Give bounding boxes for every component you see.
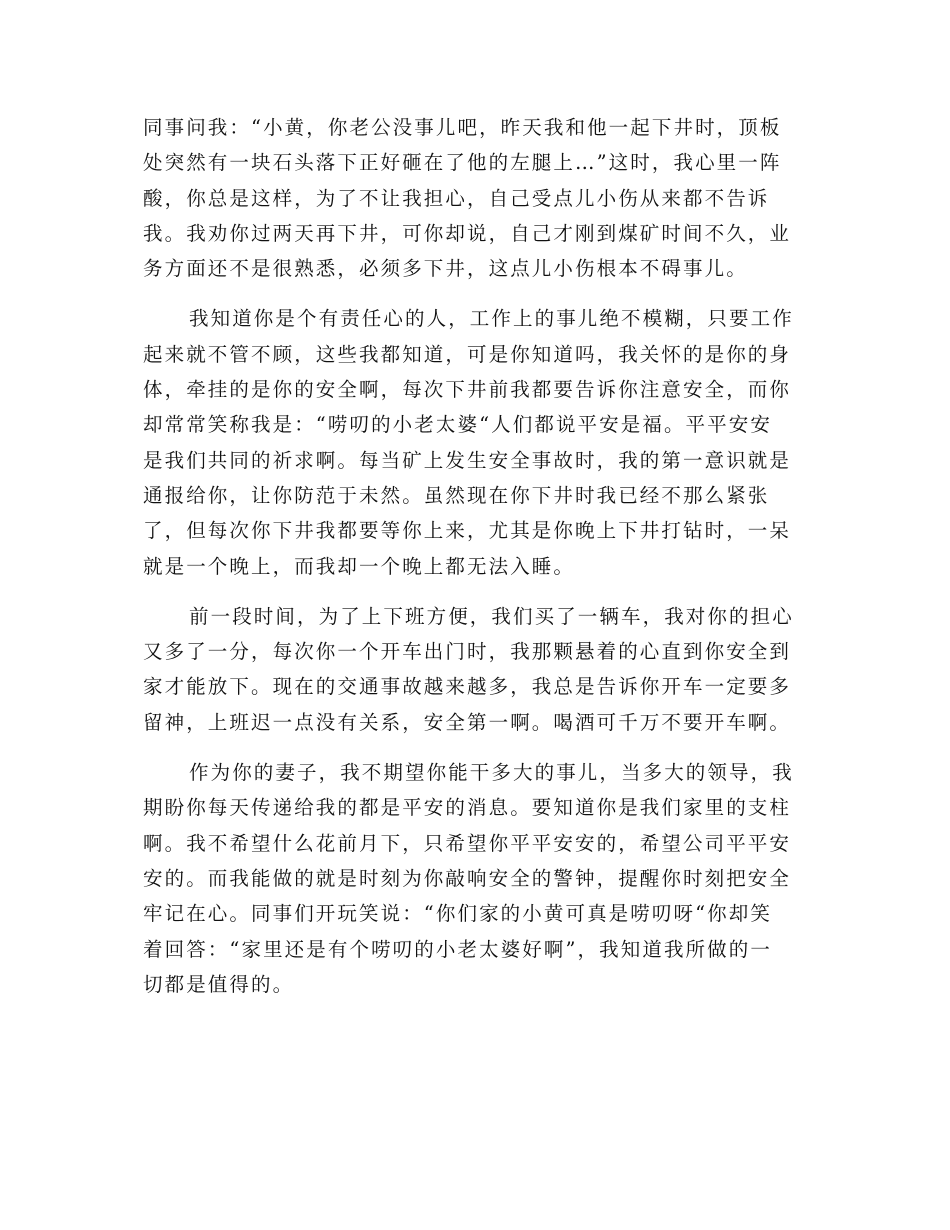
text-line: 作为你的妻子，我不期望你能干多大的事儿，当多大的领导，我 [189, 761, 794, 785]
paragraph-3 [143, 599, 809, 740]
text-line: 牢记在心。同事们开玩笑说：“你们家的小黄可真是唠叨呀“你却笑 [143, 902, 772, 926]
text-line: 啊。我不希望什么花前月下，只希望你平平安安的，希望公司平平安 [143, 831, 792, 855]
text-line: 我知道你是个有责任心的人，工作上的事儿绝不模糊，只要工作 [189, 307, 794, 331]
paragraph-spacer [143, 740, 809, 755]
text-line: 前一段时间，为了上下班方便，我们买了一辆车，我对你的担心 [189, 604, 794, 628]
text-line: 酸，你总是这样，为了不让我担心，自己受点儿小伤从来都不告诉 [143, 186, 770, 210]
paragraph-spacer [143, 584, 809, 599]
text-line: 务方面还不是很熟悉，必须多下井，这点儿小伤根本不碍事儿。 [143, 257, 748, 281]
text-line: 家才能放下。现在的交通事故越来越多，我总是告诉你开车一定要多 [143, 675, 792, 699]
text-line: 切都是值得的。 [143, 972, 295, 996]
paragraph-4 [143, 755, 809, 1002]
text-line: 安的。而我能做的就是时刻为你敲响安全的警钟，提醒你时刻把安全 [143, 866, 792, 890]
text-line: 起来就不管不顾，这些我都知道，可是你知道吗，我关怀的是你的身 [143, 342, 792, 366]
text-line: 又多了一分，每次你一个开车出门时，我那颗悬着的心直到你安全到 [143, 640, 792, 664]
paragraph-1 [143, 110, 809, 286]
text-line: 是我们共同的祈求啊。每当矿上发生安全事故时，我的第一意识就是 [143, 448, 792, 472]
text-line: 了，但每次你下井我都要等你上来，尤其是你晚上下井打钻时，一呆 [143, 519, 792, 543]
text-line: 留神，上班迟一点没有关系，安全第一啊。喝酒可千万不要开车啊。 [143, 710, 792, 734]
paragraph-spacer [143, 286, 809, 301]
text-line: 却常常笑称我是：“唠叨的小老太婆“人们都说平安是福。平平安安 [143, 413, 772, 437]
text-line: 体，牵挂的是你的安全啊，每次下井前我都要告诉你注意安全，而你 [143, 378, 792, 402]
text-line: 同事问我：“小黄，你老公没事儿吧，昨天我和他一起下井时，顶板 [143, 116, 782, 139]
paragraph-2 [143, 301, 809, 583]
text-line: 期盼你每天传递给我的都是平安的消息。要知道你是我们家里的支柱 [143, 796, 792, 820]
text-line: 就是一个晚上，而我却一个晚上都无法入睡。 [143, 554, 576, 578]
text-line: 通报给你，让你防范于未然。虽然现在你下井时我已经不那么紧张 [143, 483, 770, 507]
text-line: 着回答：“家里还是有个唠叨的小老太婆好啊”，我知道我所做的一 [143, 937, 772, 961]
text-line: 处突然有一块石头落下正好砸在了他的左腿上…”这时，我心里一阵 [143, 151, 782, 175]
text-line: 我。我劝你过两天再下井，可你却说，自己才刚到煤矿时间不久，业 [143, 221, 792, 245]
document-body [143, 110, 809, 1002]
